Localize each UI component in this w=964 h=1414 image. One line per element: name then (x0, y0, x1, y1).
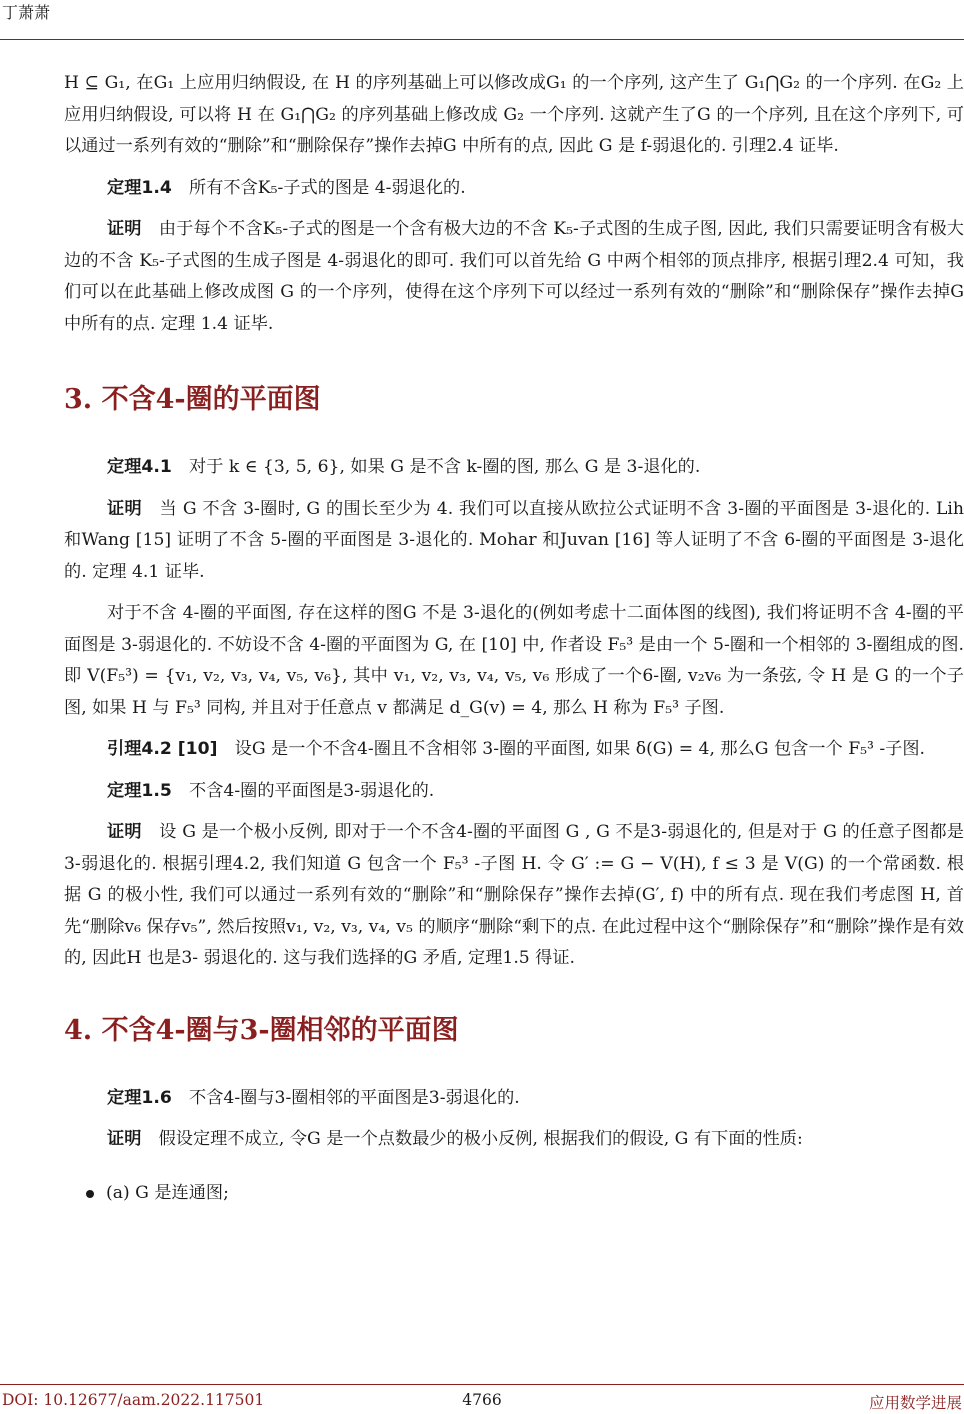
theorem-text: 不含4-圈的平面图是3-弱退化的. (189, 780, 435, 801)
theorem-text: 不含4-圈与3-圈相邻的平面图是3-弱退化的. (189, 1087, 520, 1108)
section-heading-4: 4. 不含4-圈与3-圈相邻的平面图 (64, 1014, 459, 1046)
theorem-1-5 (64, 776, 964, 808)
page-number: 4766 (462, 1391, 502, 1409)
bullet-icon (86, 1190, 94, 1198)
paragraph: H ⊆ G₁, 在G₁ 上应用归纳假设, 在 H 的序列基础上可以修改成G₁ 的一个序列, 这产生了 G₁⋂G₂ 的一个序列. 在G₂ 上应用归纳假设, 可以将 H 在 G₁⋂G₂ 的序列基础上修改成 G₂ 一个序列. 这就产生了G 的一个序列, 且在这个序列下, 可以通过一系列有效的“删除”和“删除保存”操作去掉G 中所有的点, 因此 G 是 f-弱退化的. 引理2.4 证毕. (64, 73, 964, 156)
section-heading-3: 3. 不含4-圈的平面图 (64, 384, 321, 415)
theorem-1-6 (64, 1083, 964, 1115)
page-footer (0, 1384, 964, 1414)
header-author: 丁萧萧 (2, 3, 51, 22)
proof-text: 由于每个不含K₅-子式的图是一个含有极大边的不含 K₅-子式图的生成子图, 因此, 我们只需要证明含有极大边的不含 K₅-子式图的生成子图是 4-弱退化的即可. 我们可以首先给 G 中两个相邻的顶点排序, 根据引理2.4 可知，我们可以在此基础上修改成图 G 的一个序列，使得在这个序列下可以经过一系列有效的“删除”和“删除保存”操作去掉G 中所有的点. 定理 1.4 证毕. (64, 219, 964, 334)
proof-1-6 (64, 1124, 964, 1156)
proof-1-5 (64, 817, 964, 975)
footer-doi[interactable]: DOI: 10.12677/aam.2022.117501 (2, 1391, 265, 1409)
theorem-label: 定理1.5 (107, 780, 172, 801)
proof-text: 设 G 是一个极小反例, 即对于一个不含4-圈的平面图 G , G 不是3-弱退化的, 但是对于 G 的任意子图都是 3-弱退化的. 根据引理4.2, 我们知道 G 包含一个 F₅³ -子图 H. 令 G′ := G − V(H), f ≤ 3 是 V(G) 的一个常函数. 根据 G 的极小性, 我们可以通过一系列有效的“删除”和“删除保存”操作去掉(G′, f) 中的所有点. 现在我们考虑图 H, 首先“删除v₆ 保存v₅”, 然后按照v₁, v₂, v₃, v₄, v₅ 的顺序“删除“剩下的点. 在此过程中这个“删除保存”和“删除”操作是有效的, 因此H 也是3- 弱退化的. 这与我们选择的G 矛盾, 定理1.5 得证. (64, 822, 964, 968)
proof-text: 假设定理不成立, 令G 是一个点数最少的极小反例, 根据我们的假设, G 有下面的性质: (158, 1129, 803, 1149)
proof-text: 当 G 不含 3-圈时, G 的围长至少为 4. 我们可以直接从欧拉公式证明不含 3-圈的平面图是 3-退化的. Lih 和Wang [15] 证明了不含 5-圈的平面图是 3-退化的. Mohar 和Juvan [16] 等人证明了不含 6-圈的平面图是 3-退化的. 定理 4.1 证毕. (64, 498, 964, 582)
theorem-label: 定理4.1 (107, 457, 172, 477)
proof-4-1 (64, 494, 964, 589)
proof-1-4 (64, 214, 964, 340)
lemma-4-2 (64, 734, 964, 766)
page-header (0, 0, 964, 40)
theorem-1-4 (64, 173, 964, 205)
list-item-text: (a) G 是连通图; (106, 1182, 229, 1203)
proof-label: 证明 (107, 219, 142, 239)
lemma-text: 设G 是一个不含4-圈且不含相邻 3-圈的平面图, 如果 δ(G) = 4, 那么G 包含一个 F₅³ -子图. (234, 739, 926, 759)
main-content (64, 68, 964, 1209)
theorem-label: 定理1.6 (107, 1087, 172, 1108)
footer-journal[interactable]: 应用数学进展 (868, 1394, 962, 1412)
proof-label: 证明 (107, 1129, 142, 1149)
theorem-text: 所有不含K₅-子式的图是 4-弱退化的. (189, 177, 466, 198)
theorem-text: 对于 k ∈ {3, 5, 6}, 如果 G 是不含 k-圈的图, 那么 G 是 3-退化的. (189, 457, 701, 477)
list-item (64, 1178, 964, 1210)
theorem-4-1 (64, 452, 964, 484)
proof-label: 证明 (107, 498, 143, 519)
lemma-label: 引理4.2 [10] (107, 739, 218, 759)
paragraph: 对于不含 4-圈的平面图, 存在这样的图G 不是 3-退化的(例如考虑十二面体图的线图), 我们将证明不含 4-圈的平面图是 3-弱退化的. 不妨设不含 4-圈的平面图为 G, 在 [10] 中, 作者设 F₅³ 是由一个 5-圈和一个相邻的 3-圈组成的图. 即 V(F₅³) = {v₁, v₂, v₃, v₄, v₅, v₆}, 其中 v₁, v₂, v₃, v₄, v₅, v₆ 形成了一个6-圈, v₂v₆ 为一条弦, 令 H 是 G 的一个子图, 如果 H 与 F₅³ 同构, 并且对于任意点 v 都满足 d_G(v) = 4, 那么 H 称为 F₅³ 子图. (64, 603, 964, 718)
theorem-label: 定理1.4 (107, 177, 172, 198)
proof-label: 证明 (107, 822, 142, 842)
